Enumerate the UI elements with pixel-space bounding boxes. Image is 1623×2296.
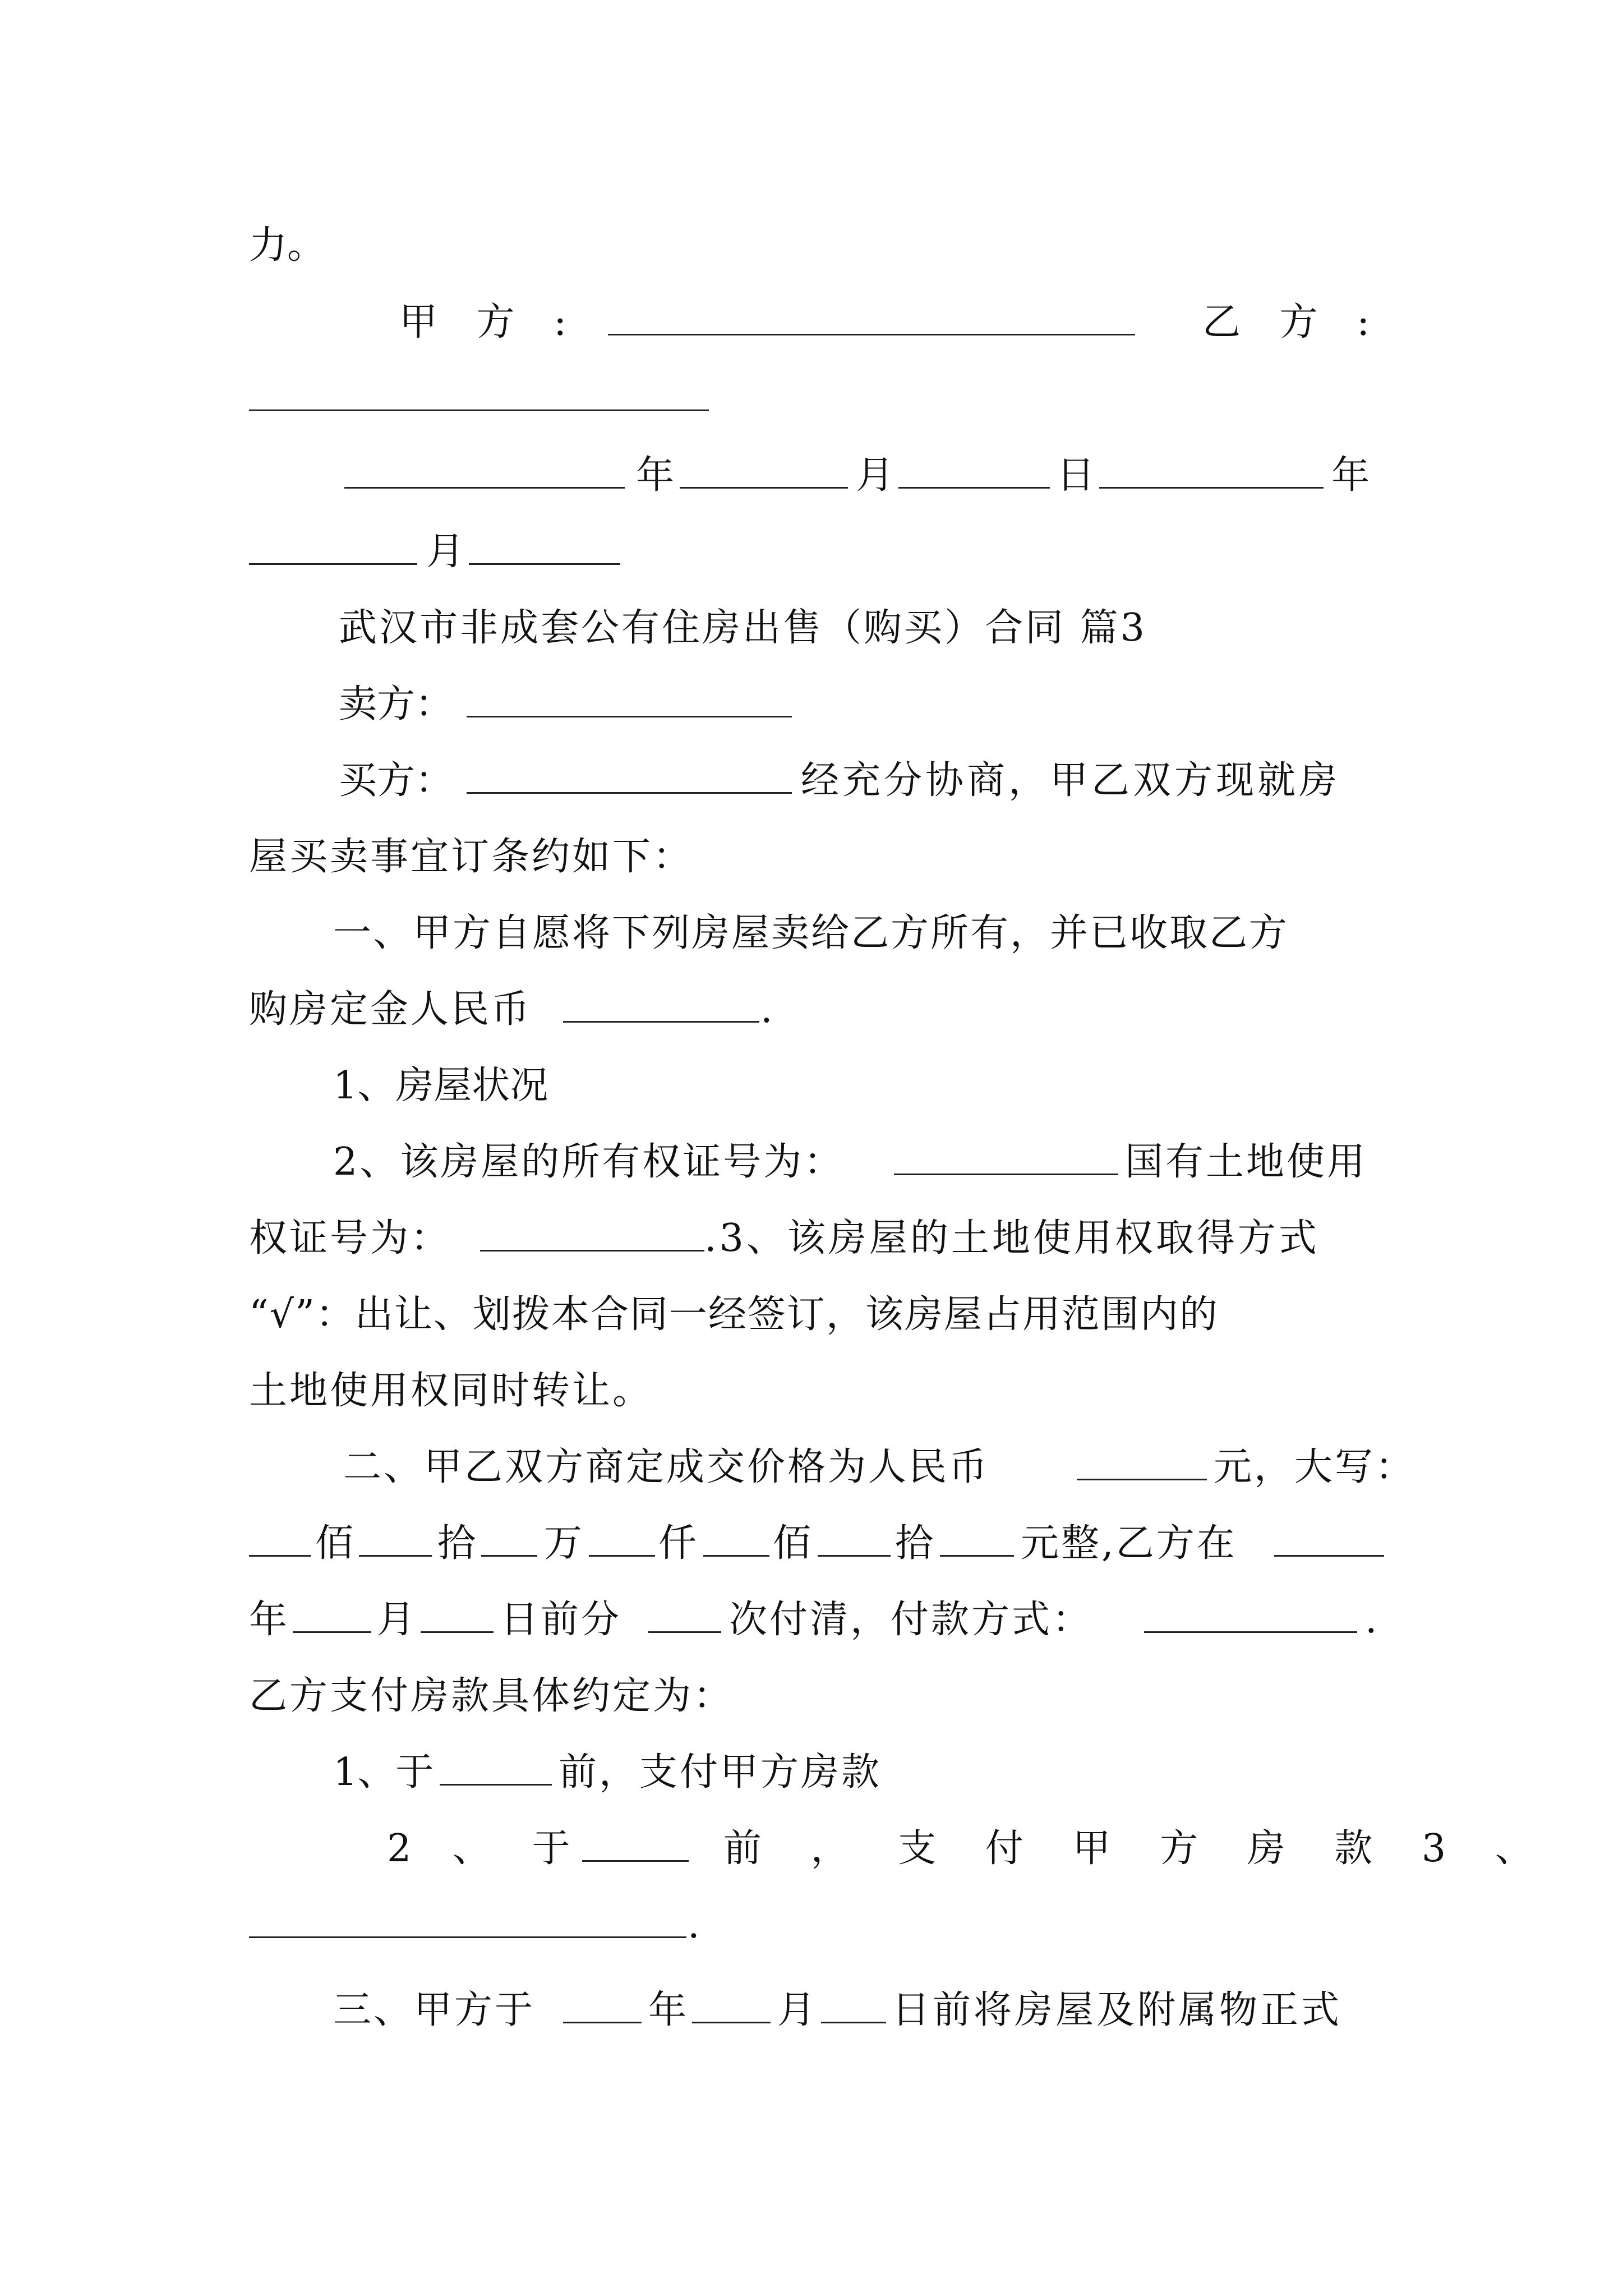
signature-line	[249, 295, 1384, 351]
installment-line-cont	[249, 1897, 1384, 1953]
paragraph-text: 元，大写：	[1214, 1445, 1416, 1489]
amount-unit: 万	[544, 1521, 583, 1566]
paragraph-text: 二、甲乙双方商定成交价格为人民币	[343, 1445, 990, 1489]
amount-line	[249, 1516, 1384, 1572]
payment-line	[249, 1592, 1384, 1648]
payment-blank	[648, 1592, 721, 1633]
text-line	[249, 1668, 1384, 1724]
installment-line	[249, 1745, 1384, 1801]
date-line-cont	[249, 524, 1384, 580]
paragraph-text: 次付清，付款方式：	[729, 1598, 1093, 1642]
amount-blank	[249, 1516, 311, 1557]
paragraph-text: 国有土地使用	[1125, 1140, 1368, 1184]
date-month: 月	[777, 1988, 816, 2032]
date-blank	[680, 448, 848, 489]
paragraph-text: 力。	[249, 223, 326, 268]
date-year-2: 年	[1331, 453, 1370, 498]
party-a-blank	[608, 295, 1135, 335]
payment-blank	[293, 1592, 371, 1633]
amount-unit: 拾	[895, 1521, 934, 1566]
paragraph-text: 土地使用权同时转让。	[249, 1369, 653, 1413]
party-a-label: 甲 方 :	[399, 300, 580, 344]
amount-unit: 拾	[437, 1521, 476, 1566]
paragraph-text: .	[688, 1903, 700, 1947]
delivery-blank	[821, 1982, 886, 2023]
date-blank	[344, 448, 625, 489]
paragraph-text: 屋买卖事宜订条约如下：	[249, 835, 694, 879]
signature-line-cont	[249, 370, 1384, 426]
text-line	[249, 982, 1384, 1038]
clause-line	[249, 1982, 1384, 2039]
amount-blank	[481, 1516, 537, 1557]
clause-line	[249, 905, 1384, 961]
amount-blank	[703, 1516, 769, 1557]
paragraph-text: 日前将房屋及附属物正式	[892, 1988, 1343, 2032]
paragraph-text: 元整,乙方在	[1021, 1521, 1237, 1566]
paragraph-text: .	[1365, 1598, 1377, 1642]
installment-blank	[249, 1897, 686, 1938]
seller-label: 卖方：	[339, 682, 454, 726]
section-heading	[249, 600, 1384, 656]
buyer-label: 买方：	[339, 758, 454, 803]
paragraph-text: .	[760, 987, 773, 1032]
paragraph-text: 日前分	[500, 1598, 622, 1642]
date-month: 月	[856, 453, 895, 498]
date-blank	[1099, 448, 1324, 489]
installment-blank	[440, 1745, 552, 1786]
text-line	[249, 1363, 1384, 1419]
buyer-line	[249, 753, 1384, 809]
paragraph-text: 1、于	[333, 1750, 434, 1795]
party-b-label: 乙 方 :	[1202, 300, 1384, 344]
amount-blank	[940, 1516, 1014, 1557]
text-line	[249, 1211, 1384, 1267]
amount-unit: 仟	[658, 1521, 697, 1566]
paragraph-text: 权证号为：	[249, 1216, 451, 1260]
amount-unit: 佰	[315, 1521, 354, 1566]
paragraph-text: 1、房屋状况	[333, 1064, 548, 1108]
date-month: 月	[377, 1598, 416, 1642]
paragraph-text: “√”：出让、划拨本合同一经签订，该房屋占用范围内的	[249, 1292, 1219, 1337]
ownership-cert-blank	[894, 1134, 1118, 1175]
text-line	[249, 1287, 1384, 1343]
seller-line	[249, 677, 1384, 733]
seller-blank	[467, 677, 792, 717]
clause-line	[249, 1058, 1384, 1114]
paragraph-text: 乙方支付房款具体约定为：	[249, 1674, 734, 1718]
paragraph-text: 一、甲方自愿将下列房屋卖给乙方所有，并已收取乙方	[333, 911, 1289, 955]
text-line	[249, 218, 1384, 274]
date-blank	[249, 524, 417, 565]
date-year: 年	[636, 453, 675, 498]
date-blank	[469, 524, 620, 565]
amount-blank	[1274, 1516, 1384, 1557]
delivery-blank	[692, 1982, 771, 2023]
party-b-blank	[249, 370, 709, 411]
paragraph-text: 2、该房屋的所有权证号为：	[333, 1140, 845, 1184]
text-line	[249, 829, 1384, 885]
price-blank	[1077, 1439, 1207, 1480]
payment-blank	[421, 1592, 494, 1633]
date-year: 年	[249, 1598, 288, 1642]
installment-line	[249, 1821, 1552, 1877]
amount-unit: 佰	[773, 1521, 811, 1566]
paragraph-text: 购房定金人民币	[249, 987, 532, 1032]
date-blank	[898, 448, 1050, 489]
paragraph-text: .3、该房屋的土地使用权取得方式	[704, 1216, 1320, 1260]
land-cert-blank	[480, 1211, 704, 1251]
paragraph-text: 前 ， 支 付 甲 方 房 款 3 、	[723, 1826, 1552, 1871]
amount-blank	[818, 1516, 891, 1557]
deposit-blank	[563, 982, 759, 1023]
amount-blank	[589, 1516, 655, 1557]
clause-line	[249, 1134, 1384, 1190]
date-line	[249, 448, 1384, 504]
date-day: 日	[1057, 453, 1095, 498]
clause-line	[249, 1439, 1416, 1496]
payment-method-blank	[1144, 1592, 1357, 1633]
delivery-blank	[563, 1982, 642, 2023]
paragraph-text: 经充分协商，甲乙双方现就房	[801, 758, 1341, 803]
amount-blank	[359, 1516, 432, 1557]
date-month-2: 月	[426, 530, 465, 574]
contract-title: 武汉市非成套公有住房出售（购买）合同 篇3	[339, 606, 1147, 650]
date-year: 年	[648, 1988, 687, 2032]
paragraph-text: 三、甲方于	[333, 1988, 536, 2032]
paragraph-text: 2 、 于	[387, 1826, 585, 1871]
installment-blank	[582, 1821, 689, 1862]
buyer-blank	[467, 753, 792, 794]
paragraph-text: 前，支付甲方房款	[559, 1750, 882, 1795]
